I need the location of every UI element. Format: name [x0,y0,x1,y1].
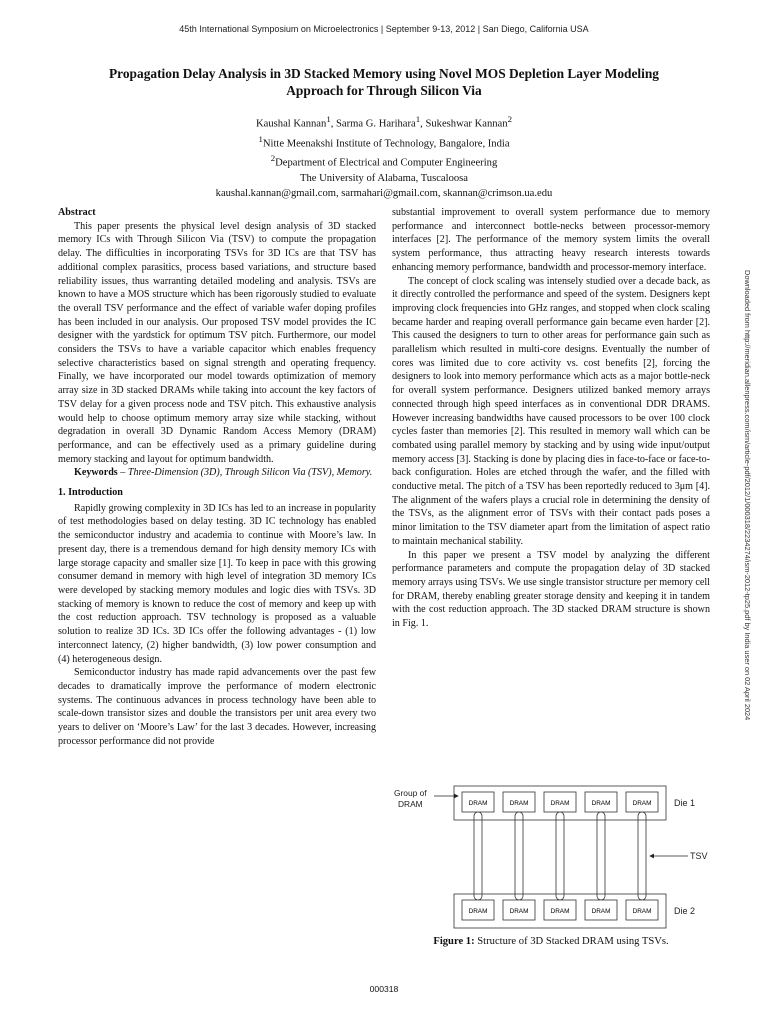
paper-title [60,65,708,99]
right-column [392,206,710,631]
svg-text:DRAM: DRAM [591,800,611,807]
die-1-label: Die 1 [674,798,696,808]
figure-caption: Figure 1: Structure of 3D Stacked DRAM using TSVs. [433,936,669,947]
author-names: Kaushal Kannan$^1$, Sarma G. Harihara$^1$, Sukeshwar Kannan$^2$ [256,114,512,130]
affiliation-2: $^2$Department of Electrical and Computer Engineering [270,153,498,169]
tsv-pillar [597,812,605,900]
right-paragraph-2: The concept of clock scaling was intensely studied over a decade back, as it directly controlled the performance and speed of the system. Designers kept improving clock frequencies into GHz ranges, and stopped when clock scaling became harder and reaping overall performance gain became even harder [2]. This caused the designers to turn to other areas for performance gain such as parallelism which resulted in multi-core designs. Eventually the number of cores was limited due to core activity vs. cost benefits [2], forcing the designers to look into memory performance which acts as a major bottle-neck for overall system performance. Designers utilized banked memory arrays connected through high speed interfaces as in conventional DDR DRAMS. However increasing bandwidths have caused processors to be over 100 clock cycles faster than memories [2]. This resulted in memory wall which can be combated using parallel memory by stacking and by using wide input/output memory access [3]. Stacking is done by placing dies in face-to-face or face-to-back configuration. Holes are etched through the wafer, and the filled with conductive metal. The pitch of a TSV has been reportedly reduced to 3μm [4]. The alignment of the wafers plays a crucial role in determining the density of the TSVs, as the alignment error of TSVs with their contact pads poses a minor limitation to the TSV diameter apart from the limitation of aspect ratio to maintain mechanical stability. [392,275,710,547]
abstract-heading: Abstract [58,207,96,218]
left-column [58,206,376,748]
download-watermark: Downloaded from http://meridian.allenpress.com/ism/article-pdf/2012/1/000318/2234274/ism-2012-tp25.pdf by India user on 02 April 2024 [743,270,752,721]
svg-text:DRAM: DRAM [550,908,570,915]
tsv-pillar [556,812,564,900]
group-label-line-2: DRAM [398,799,423,809]
tsv-pillar [638,812,646,900]
figure-diagram [392,778,710,956]
svg-text:DRAM: DRAM [468,908,488,915]
group-label-line-1: Group of [394,788,427,798]
figure-3d-stacked-dram [392,778,710,956]
die-1-dram-blocks [462,792,658,812]
svg-text:DRAM: DRAM [632,800,652,807]
svg-text:DRAM: DRAM [468,800,488,807]
affiliation-1: $^1$Nitte Meenakshi Institute of Technology, Bangalore, India [258,133,510,150]
keywords: Keywords – Three-Dimension (3D), Through Silicon Via (TSV), Memory. [74,467,373,479]
abstract-body: This paper presents the physical level design analysis of 3D stacked memory ICs with Through Silicon Via (TSV) to compute the propagation delay. The difficulties in incorporating TSVs for 3D ICs are that TSV has additional complex parasitics, process based variations, and structure based reliability issues, thus warranting detailed modeling and analysis. TSVs are known to have a MOS structure which has been rigorously studied to evaluate the overall TSV performance and the effect of variable wafer doping profiles has been included in our analysis. Our proposed TSV model provides the IC designer with the yardstick for optimum TSV pitch. Furthermore, our model considers the TSVs to have a variable capacitor which enables frequency selective characteristics based on signal strength and operating frequency. Finally, we have incorporated our model towards optimization of memory array size in 3D stacked DRAMs while taking into account the key factors of TSV delay for a given process node and TSV pitch. This exhaustive analysis would help to choose optimum memory array size while stacking, without degradation in overall 3D Dynamic Random Access Memory (DRAM) performance, and can be effectively used as a primary guideline during memory stacking and layout for optimum bandwidth. [58,220,376,465]
tsv-pillar [474,812,482,900]
intro-paragraph-1: Rapidly growing complexity in 3D ICs has led to an increase in popularity of test methodologies based on delay testing. 3D IC technology has enabled the semiconductor industry and academia to continue with Moore’s law. In present day, there is a tremendous demand for high density memory ICs with large storage capacity and smaller size [1]. To keep in pace with this growing consumer demand in memory with high level of integration 3D memory ICs were developed by stacking memory modules and logic dies with TSVs. 3D stacking of memory is known to reduce the cost of memory and keep up with the cost reduction approach. TSV technology is proposed as a valuable solution to realize 3D ICs. 3D ICs offer the following advantages - (1) low interconnect latency, (2) higher bandwidth, (3) low power consumption and (4) heterogeneous design. [58,502,376,665]
tsv-pillar [515,812,523,900]
author-emails: kaushal.kannan@gmail.com, sarmahari@gmail.com, skannan@crimson.ua.edu [215,187,553,199]
svg-text:DRAM: DRAM [591,908,611,915]
author-2: Sarma G. Harihara [336,118,416,130]
section-heading-introduction: 1. Introduction [58,487,123,499]
die-2-label: Die 2 [674,906,696,916]
affiliation-3: The University of Alabama, Tuscaloosa [299,172,468,184]
svg-text:DRAM: DRAM [550,800,570,807]
tsv-pillars [474,812,646,900]
running-head: 45th International Symposium on Microelectronics | September 9-13, 2012 | San Diego, California USA [179,24,589,34]
svg-text:DRAM: DRAM [632,908,652,915]
title-line-1: Propagation Delay Analysis in 3D Stacked Memory using Novel MOS Depletion Layer Modeling [108,66,659,81]
right-paragraph-3: In this paper we present a TSV model by analyzing the different performance parameters and compute the propagation delay of 3D stacked memory arrays using TSVs. We use single transistor structure per memory cell for DRAM, thereby enabling greater storage density and keeping it in tandem with the cost reduction approach. The 3D stacked DRAM structure is shown in Fig. 1. [392,549,710,630]
svg-text:DRAM: DRAM [509,800,529,807]
page-number: 000318 [369,984,399,994]
title-line-2: Approach for Through Silicon Via [286,83,482,98]
intro-paragraph-2: Semiconductor industry has made rapid advancements over the past few decades to dramatically improve the performance of modern electronic systems. The continuous advances in process technology have been able to scale-down transistor sizes and double the transistors per unit area every two years to deliver on ‘Moore’s Law’ for the last 3 decades. However, increasing processor performance did not provide [58,667,376,747]
tsv-label: TSV [690,851,708,861]
author-1: Kaushal Kannan [256,118,327,130]
author-block [40,112,728,201]
right-paragraph-1: substantial improvement to overall system performance due to memory performance and interconnect bottle-necks between processor-memory interfaces [2]. The performance of the memory system limits the overall system performance, thus attracting heavy research interests towards enhancing memory performance, bandwidth and processor-memory interface. [392,207,710,273]
author-3: Sukeshwar Kannan [425,118,508,130]
die-2-dram-blocks [462,900,658,920]
svg-text:DRAM: DRAM [509,908,529,915]
